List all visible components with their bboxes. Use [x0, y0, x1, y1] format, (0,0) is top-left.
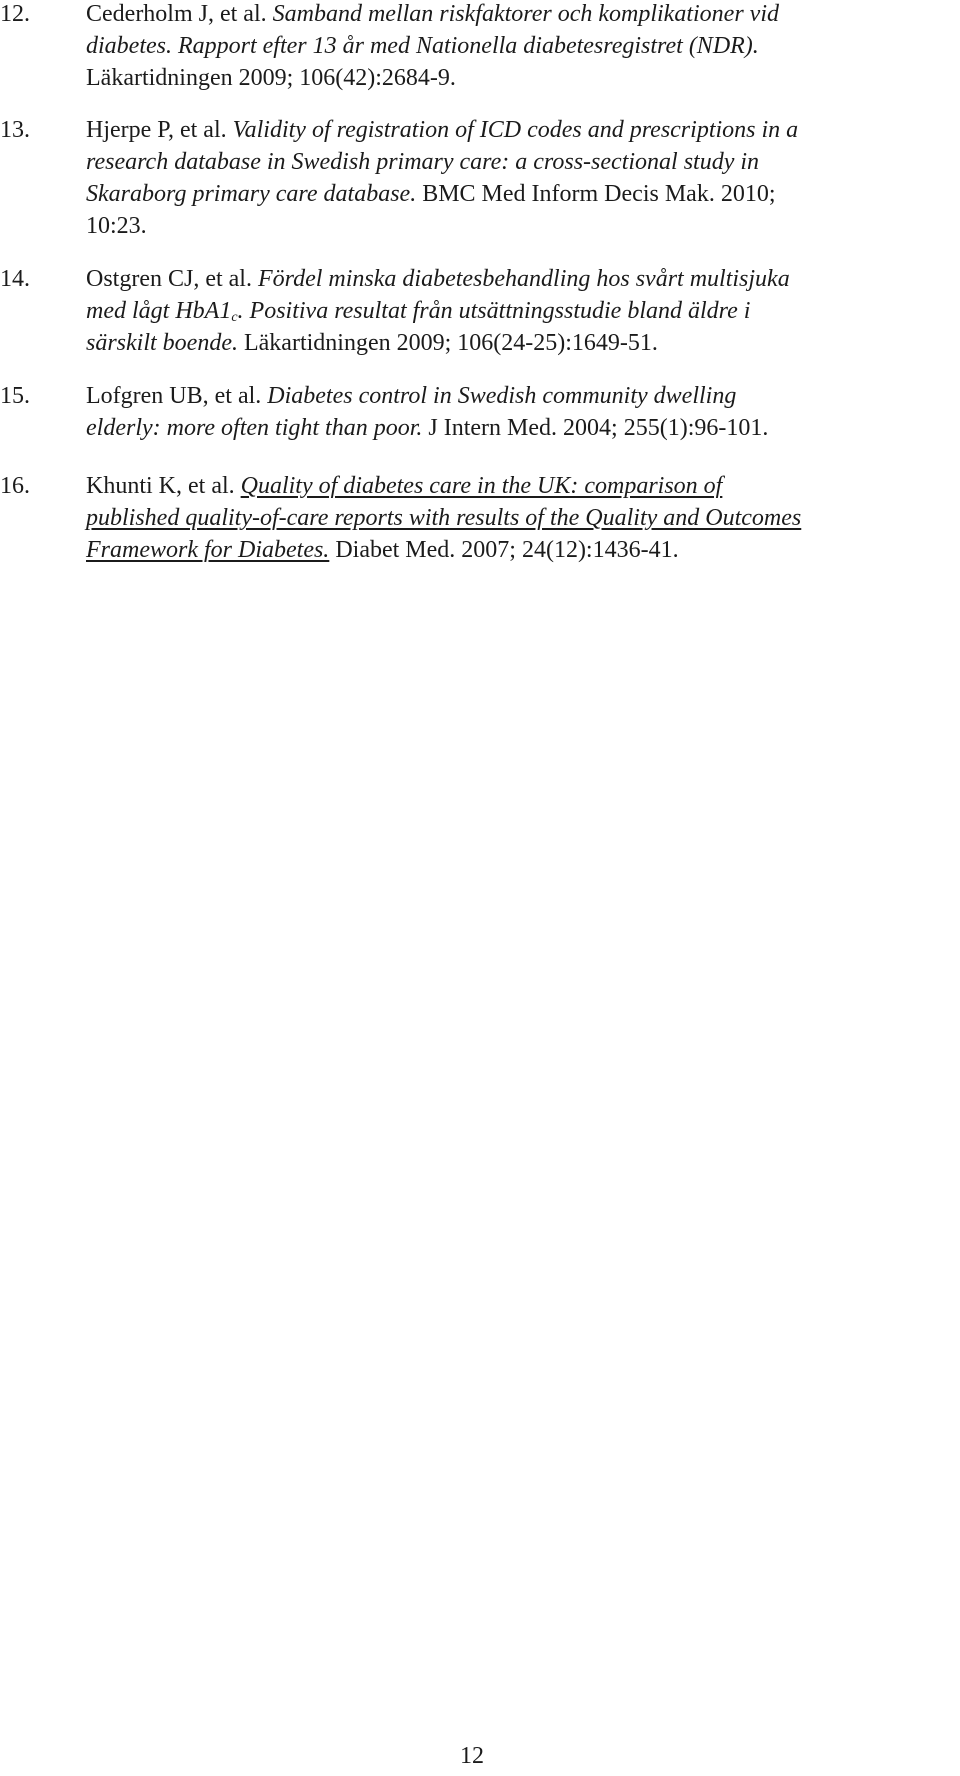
reference-title-continued: published quality-of-care reports with results of the Quality and Outcomes [86, 505, 802, 531]
reference-source: Läkartidningen 2009; 106(42):2684-9. [86, 65, 456, 91]
reference-title-continued: Framework for Diabetes. [86, 537, 330, 563]
reference-text [86, 380, 956, 444]
reference-title-continued: research database in Swedish primary care: a cross-sectional study in [86, 149, 760, 175]
reference-number: 13. [0, 117, 30, 143]
reference-number: 14. [0, 266, 30, 292]
reference-source: J Intern Med. 2004; 255(1):96-101. [428, 415, 769, 441]
reference-title: Quality of diabetes care in the UK: comparison of [240, 473, 723, 499]
reference-title-continued: diabetes. Rapport efter 13 år med Nationella diabetesregistret (NDR). [86, 33, 759, 59]
reference-title-continued: särskilt boende. [86, 330, 238, 356]
reference-source: BMC Med Inform Decis Mak. 2010; [422, 181, 776, 207]
reference-source-continued: 10:23. [86, 213, 147, 239]
reference-authors: Khunti K, et al. [86, 473, 235, 499]
reference-authors: Lofgren UB, et al. [86, 383, 262, 409]
reference-title: Validity of registration of ICD codes and prescriptions in a [232, 117, 799, 143]
reference-source: Diabet Med. 2007; 24(12):1436-41. [335, 537, 679, 563]
page-number-text: 12 [460, 1743, 484, 1769]
reference-title: Samband mellan riskfaktorer och komplikationer vid [272, 1, 779, 27]
reference-authors: Ostgren CJ, et al. [86, 266, 252, 292]
reference-text [86, 0, 956, 94]
reference-number: 15. [0, 383, 30, 409]
reference-title-continued: elderly: more often tight than poor. [86, 415, 423, 441]
reference-number: 16. [0, 473, 30, 499]
reference-title: Diabetes control in Swedish community dwelling [267, 383, 737, 409]
reference-authors: Hjerpe P, et al. [86, 117, 227, 143]
reference-text [86, 470, 956, 566]
reference-text [86, 114, 956, 242]
reference-title-continued: Skaraborg primary care database. [86, 181, 417, 207]
reference-text [86, 263, 956, 359]
reference-source: Läkartidningen 2009; 106(24-25):1649-51. [243, 330, 658, 356]
subscript-c: c [231, 310, 238, 325]
page-number [0, 1741, 960, 1771]
reference-number: 12. [0, 1, 30, 27]
reference-authors: Cederholm J, et al. [86, 1, 267, 27]
reference-title-continued: med lågt HbA1 [86, 298, 232, 324]
reference-title: Fördel minska diabetesbehandling hos svårt multisjuka [257, 266, 790, 292]
reference-title-continued: . Positiva resultat från utsättningsstudie bland äldre i [237, 298, 751, 324]
